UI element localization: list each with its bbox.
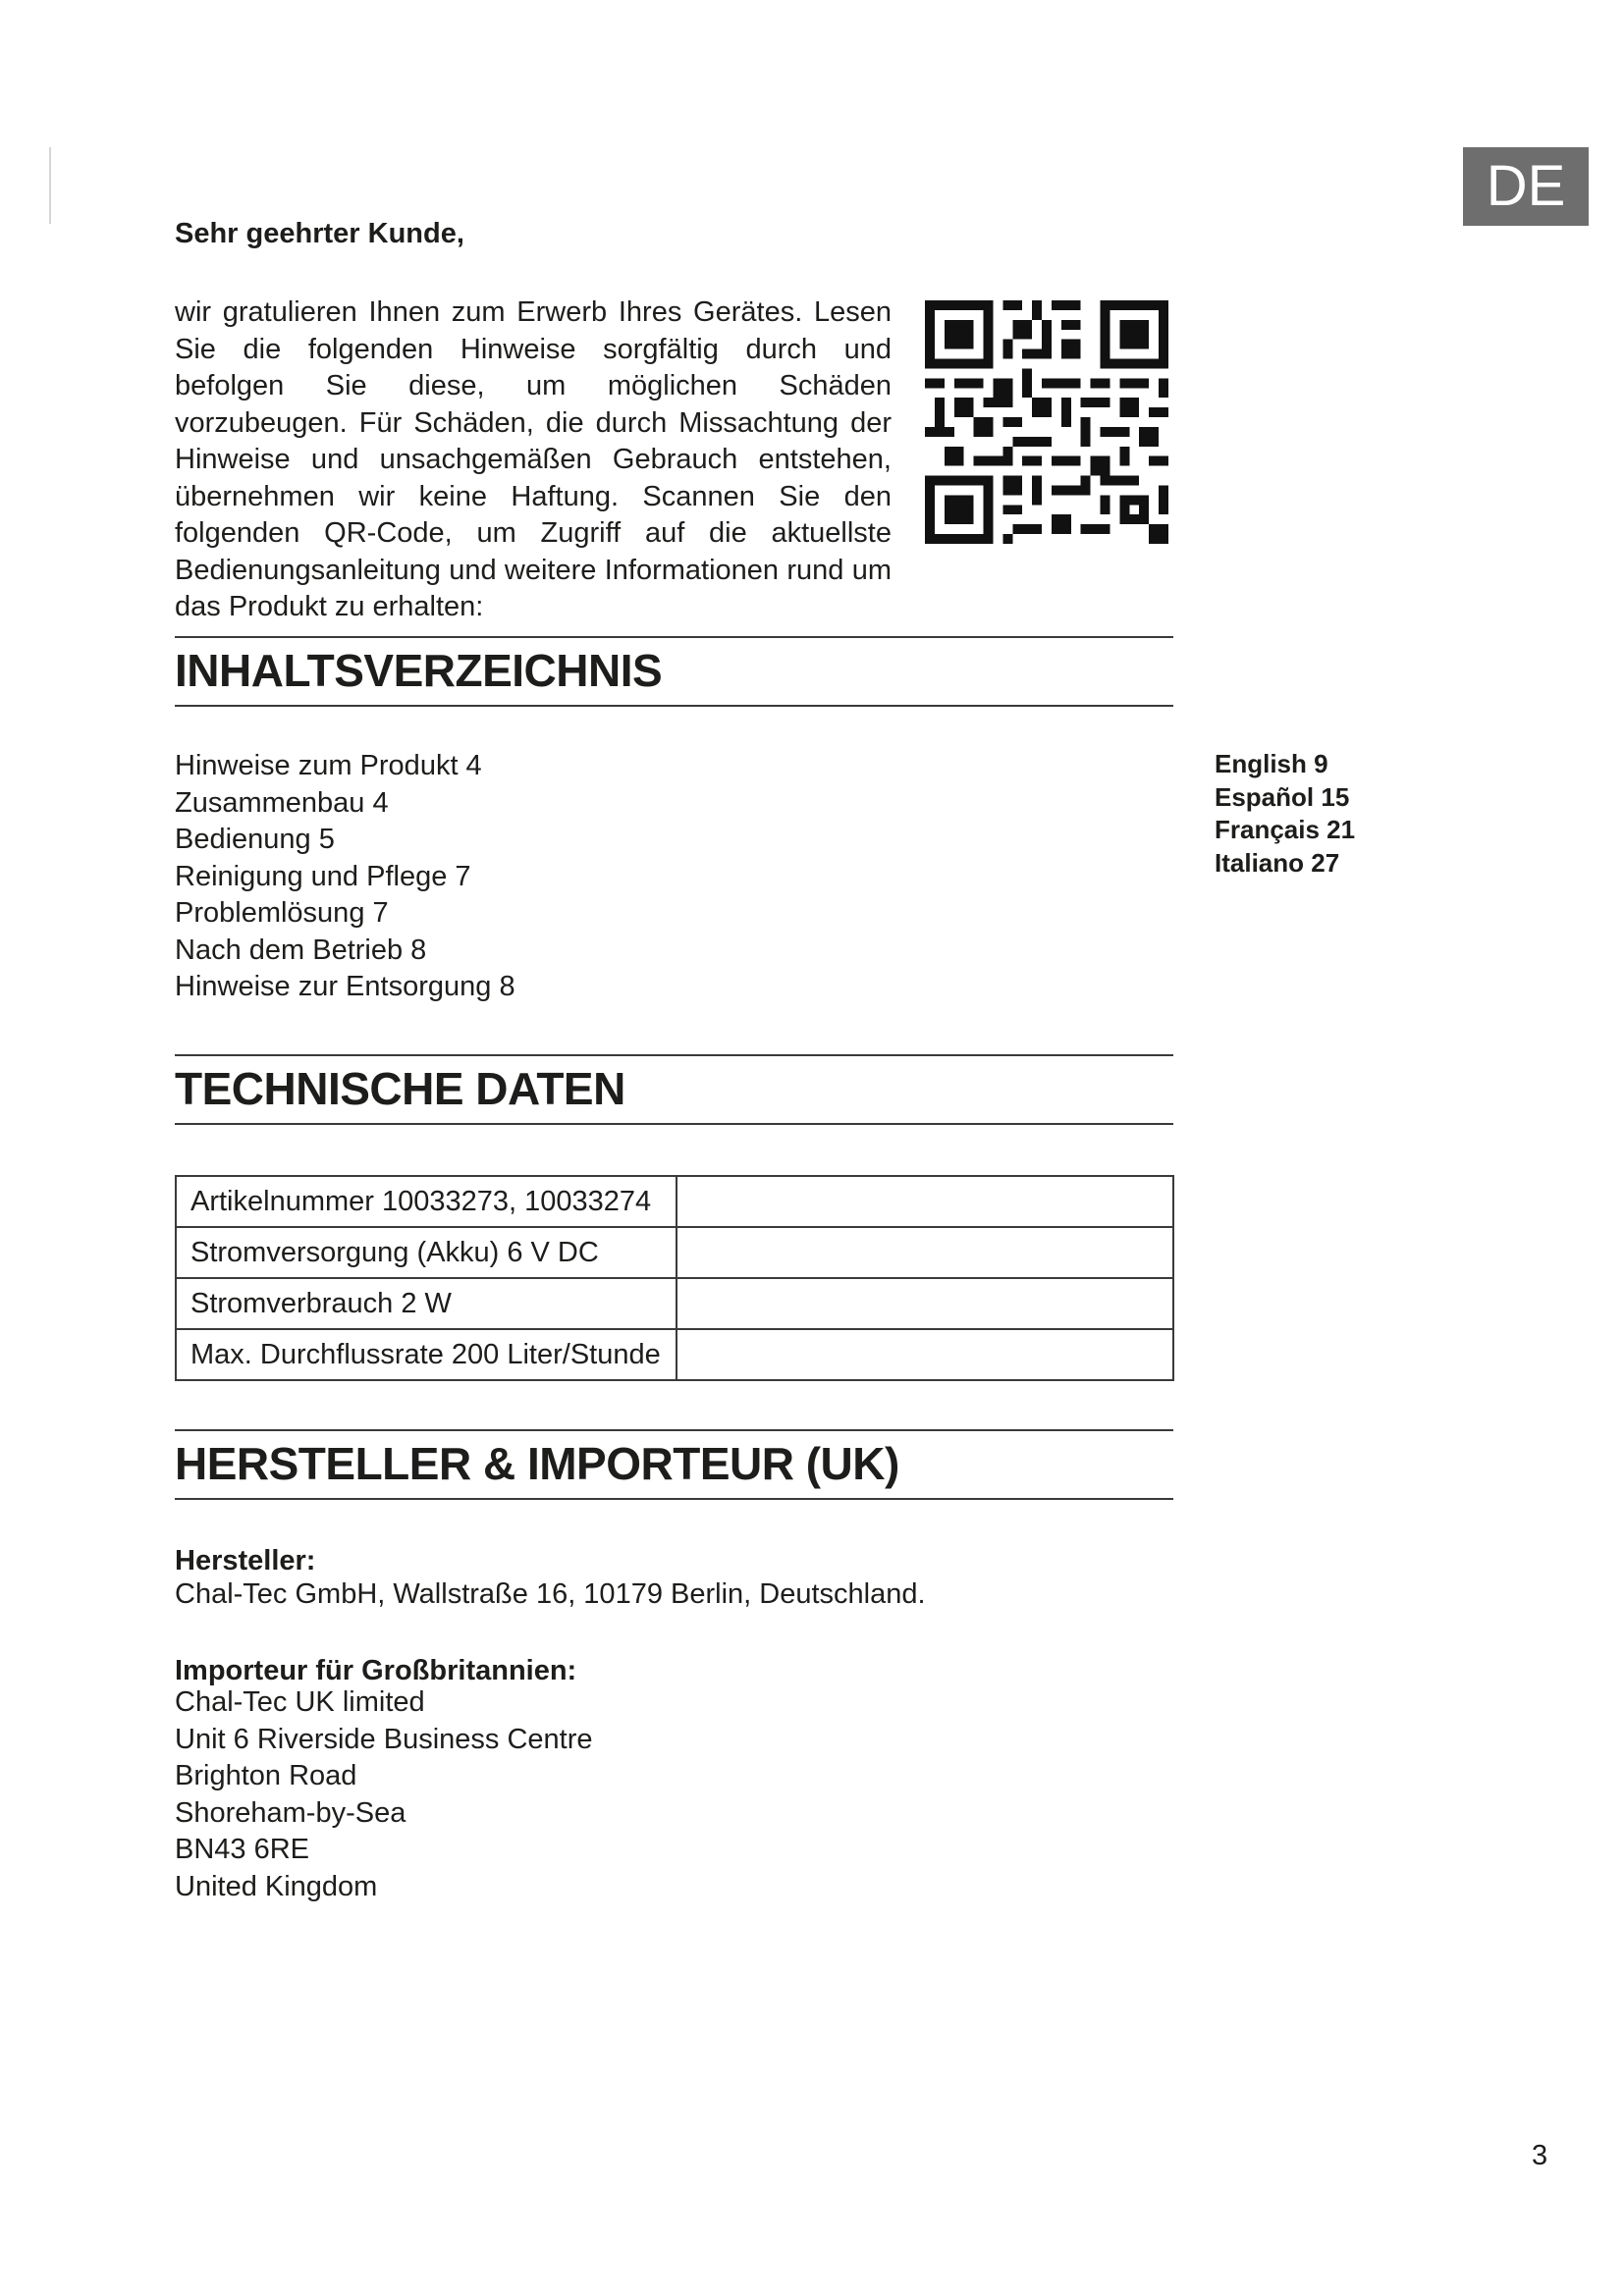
address-line: Chal-Tec UK limited bbox=[175, 1686, 425, 1718]
page-number: 3 bbox=[1532, 2140, 1548, 2171]
specs-title: TECHNISCHE DATEN bbox=[175, 1063, 625, 1114]
importer-address bbox=[175, 1684, 593, 1905]
spec-label: Stromversorgung (Akku) 6 V DC bbox=[176, 1227, 677, 1278]
manufacturer-section bbox=[175, 1429, 1173, 1500]
toc-item[interactable]: Hinweise zum Produkt 4 bbox=[175, 750, 482, 781]
toc-item[interactable]: Zusammenbau 4 bbox=[175, 786, 389, 819]
spec-value bbox=[677, 1227, 1173, 1278]
section-rule-bottom bbox=[175, 705, 1173, 707]
importer-label: Importeur für Großbritannien: bbox=[175, 1655, 577, 1686]
address-line: United Kingdom bbox=[175, 1870, 378, 1902]
table-row bbox=[176, 1278, 1173, 1329]
spec-value bbox=[677, 1176, 1173, 1227]
address-line: Shoreham-by-Sea bbox=[175, 1796, 406, 1829]
spec-label: Artikelnummer 10033273, 10033274 bbox=[176, 1176, 677, 1227]
maker-label: Hersteller: bbox=[175, 1545, 316, 1576]
toc-item[interactable]: Problemlösung 7 bbox=[175, 897, 389, 929]
language-tab: DE bbox=[1463, 147, 1589, 226]
spec-value bbox=[677, 1278, 1173, 1329]
specs-section bbox=[175, 1054, 1173, 1125]
table-row bbox=[176, 1176, 1173, 1227]
toc-item[interactable]: Nach dem Betrieb 8 bbox=[175, 934, 427, 966]
language-item[interactable]: Español 15 bbox=[1215, 781, 1350, 812]
spec-label: Max. Durchflussrate 200 Liter/Stunde bbox=[176, 1329, 677, 1380]
toc-item[interactable]: Hinweise zur Entsorgung 8 bbox=[175, 971, 515, 1002]
manufacturer-title: HERSTELLER & IMPORTEUR (UK) bbox=[175, 1438, 899, 1489]
address-line: BN43 6RE bbox=[175, 1834, 310, 1865]
spec-label: Stromverbrauch 2 W bbox=[176, 1278, 677, 1329]
address-line: Brighton Road bbox=[175, 1760, 357, 1791]
language-item[interactable]: English 9 bbox=[1215, 749, 1328, 778]
margin-line bbox=[49, 147, 51, 224]
language-item[interactable]: Français 21 bbox=[1215, 815, 1356, 844]
greeting: Sehr geehrter Kunde, bbox=[175, 218, 464, 249]
toc-item[interactable]: Bedienung 5 bbox=[175, 824, 335, 855]
language-item[interactable]: Italiano 27 bbox=[1215, 847, 1340, 878]
intro-paragraph: wir gratulieren Ihnen zum Erwerb Ihres Gerätes. Lesen Sie die folgenden Hinweise sorgfältig durch und befolgen Sie diese, um möglichen Schäden vorzubeugen. Für Schäden, die durch Missachtung der Hinweise und unsachgemäßen Gebrauch entstehen, übernehmen wir keine Haftung. Scannen Sie den folgenden QR-Code, um Zugriff auf die aktuellste Bedienungsanleitung und weitere Informationen rund um das Produkt zu erhalten: bbox=[175, 296, 892, 622]
table-row bbox=[176, 1329, 1173, 1380]
language-list bbox=[1215, 748, 1355, 880]
qr-code-icon[interactable] bbox=[925, 300, 1168, 544]
table-row bbox=[176, 1227, 1173, 1278]
section-rule-bottom bbox=[175, 1498, 1173, 1500]
specs-table bbox=[175, 1175, 1174, 1381]
address-line: Unit 6 Riverside Business Centre bbox=[175, 1723, 593, 1755]
toc-section bbox=[175, 636, 1173, 707]
maker-address: Chal-Tec GmbH, Wallstraße 16, 10179 Berlin, Deutschland. bbox=[175, 1578, 926, 1610]
toc-item[interactable]: Reinigung und Pflege 7 bbox=[175, 860, 471, 892]
section-rule-bottom bbox=[175, 1123, 1173, 1125]
spec-value bbox=[677, 1329, 1173, 1380]
toc-list bbox=[175, 748, 515, 1006]
toc-title: INHALTSVERZEICHNIS bbox=[175, 645, 663, 696]
